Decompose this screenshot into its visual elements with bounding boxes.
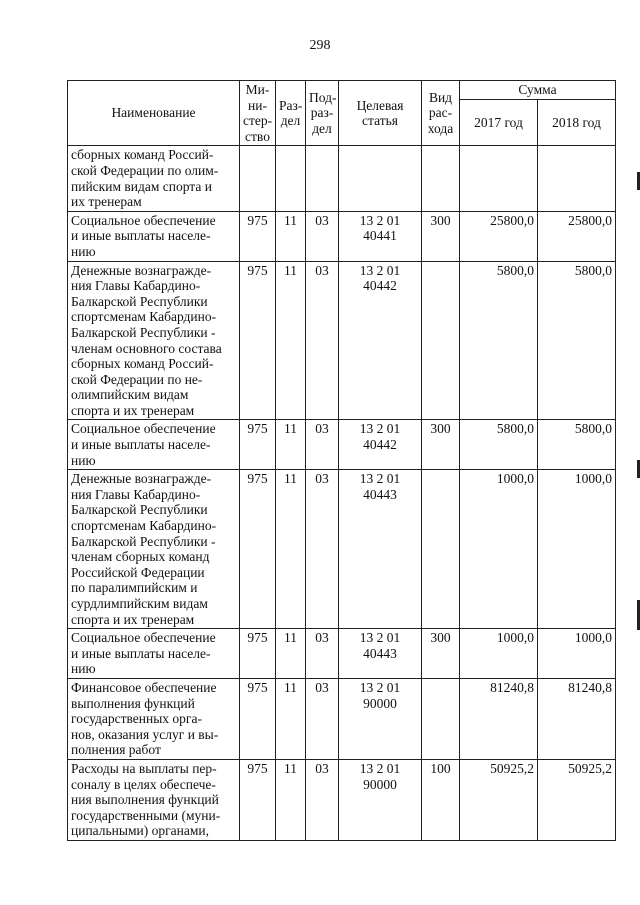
row-subsection: 03: [306, 759, 339, 840]
row-expense-type: 300: [422, 211, 460, 261]
row-sum-2018: 81240,8: [538, 678, 616, 759]
row-subsection: 03: [306, 261, 339, 420]
table-row: [68, 470, 616, 629]
row-sum-2017: 50925,2: [460, 759, 538, 840]
row-target-article: [339, 146, 422, 211]
header-ministry: Ми- ни- стер- ство: [240, 81, 276, 146]
row-expense-type: [422, 146, 460, 211]
row-name: Расходы на выплаты пер- соналу в целях обеспече- ния выполнения функций государственными (муни- ципальными) органами,: [68, 759, 240, 840]
row-subsection: 03: [306, 420, 339, 470]
row-name: Социальное обеспечение и иные выплаты населе- нию: [68, 629, 240, 679]
header-name: Наименование: [68, 81, 240, 146]
row-sum-2018: 5800,0: [538, 261, 616, 420]
row-subsection: 03: [306, 629, 339, 679]
row-expense-type: [422, 261, 460, 420]
row-target-article: 13 2 01 40443: [339, 629, 422, 679]
row-target-article: 13 2 01 40443: [339, 470, 422, 629]
row-sum-2018: 5800,0: [538, 420, 616, 470]
row-ministry: 975: [240, 211, 276, 261]
row-target-article: 13 2 01 90000: [339, 678, 422, 759]
row-ministry: 975: [240, 629, 276, 679]
budget-table-body: [68, 146, 616, 841]
row-name: Денежные вознагражде- ния Главы Кабардино- Балкарской Республики спортсменам Кабардино- Балкарской Республики - членам сборных команд Российской Федерации по паралимпийским и сурдлимпийским видам спорта и их тренерам: [68, 470, 240, 629]
row-sum-2018: 50925,2: [538, 759, 616, 840]
row-expense-type: 100: [422, 759, 460, 840]
row-sum-2018: [538, 146, 616, 211]
header-expense-type: Вид рас- хода: [422, 81, 460, 146]
row-sum-2017: 5800,0: [460, 420, 538, 470]
header-year-2017: 2017 год: [460, 100, 538, 146]
row-name: Финансовое обеспечение выполнения функций государственных орга- нов, оказания услуг и вы- полнения работ: [68, 678, 240, 759]
row-ministry: 975: [240, 678, 276, 759]
row-sum-2018: 1000,0: [538, 629, 616, 679]
header-sum: Сумма: [460, 81, 616, 100]
table-row: [68, 759, 616, 840]
row-target-article: 13 2 01 90000: [339, 759, 422, 840]
table-row: [68, 678, 616, 759]
row-expense-type: 300: [422, 420, 460, 470]
row-section: [276, 146, 306, 211]
header-section: Раз- дел: [276, 81, 306, 146]
row-section: 11: [276, 629, 306, 679]
row-expense-type: 300: [422, 629, 460, 679]
row-target-article: 13 2 01 40442: [339, 261, 422, 420]
row-sum-2018: 1000,0: [538, 470, 616, 629]
row-sum-2017: [460, 146, 538, 211]
row-section: 11: [276, 420, 306, 470]
row-sum-2017: 25800,0: [460, 211, 538, 261]
row-expense-type: [422, 678, 460, 759]
table-row: [68, 261, 616, 420]
row-sum-2018: 25800,0: [538, 211, 616, 261]
row-section: 11: [276, 470, 306, 629]
row-name: сборных команд Россий- ской Федерации по олим- пийским видам спорта и их тренерам: [68, 146, 240, 211]
row-target-article: 13 2 01 40442: [339, 420, 422, 470]
row-name: Социальное обеспечение и иные выплаты населе- нию: [68, 420, 240, 470]
row-ministry: 975: [240, 759, 276, 840]
row-sum-2017: 81240,8: [460, 678, 538, 759]
row-ministry: 975: [240, 470, 276, 629]
row-section: 11: [276, 759, 306, 840]
row-section: 11: [276, 261, 306, 420]
row-target-article: 13 2 01 40441: [339, 211, 422, 261]
row-subsection: 03: [306, 470, 339, 629]
table-row: [68, 146, 616, 211]
budget-table: [67, 80, 616, 841]
row-section: 11: [276, 678, 306, 759]
row-ministry: 975: [240, 261, 276, 420]
row-sum-2017: 1000,0: [460, 470, 538, 629]
row-subsection: 03: [306, 678, 339, 759]
row-subsection: 03: [306, 211, 339, 261]
table-row: [68, 420, 616, 470]
row-sum-2017: 5800,0: [460, 261, 538, 420]
row-ministry: [240, 146, 276, 211]
row-name: Социальное обеспечение и иные выплаты населе- нию: [68, 211, 240, 261]
table-row: [68, 211, 616, 261]
header-year-2018: 2018 год: [538, 100, 616, 146]
row-section: 11: [276, 211, 306, 261]
page-number: 298: [309, 38, 331, 53]
header-subsection: Под- раз- дел: [306, 81, 339, 146]
row-name: Денежные вознагражде- ния Главы Кабардино- Балкарской Республики спортсменам Кабардино- Балкарской Республики - членам основного состава сборных команд Россий- ской Федерации по не- олимпийским видам спорта и их тренерам: [68, 261, 240, 420]
row-sum-2017: 1000,0: [460, 629, 538, 679]
row-ministry: 975: [240, 420, 276, 470]
header-target-article: Целевая статья: [339, 81, 422, 146]
row-expense-type: [422, 470, 460, 629]
table-row: [68, 629, 616, 679]
row-subsection: [306, 146, 339, 211]
